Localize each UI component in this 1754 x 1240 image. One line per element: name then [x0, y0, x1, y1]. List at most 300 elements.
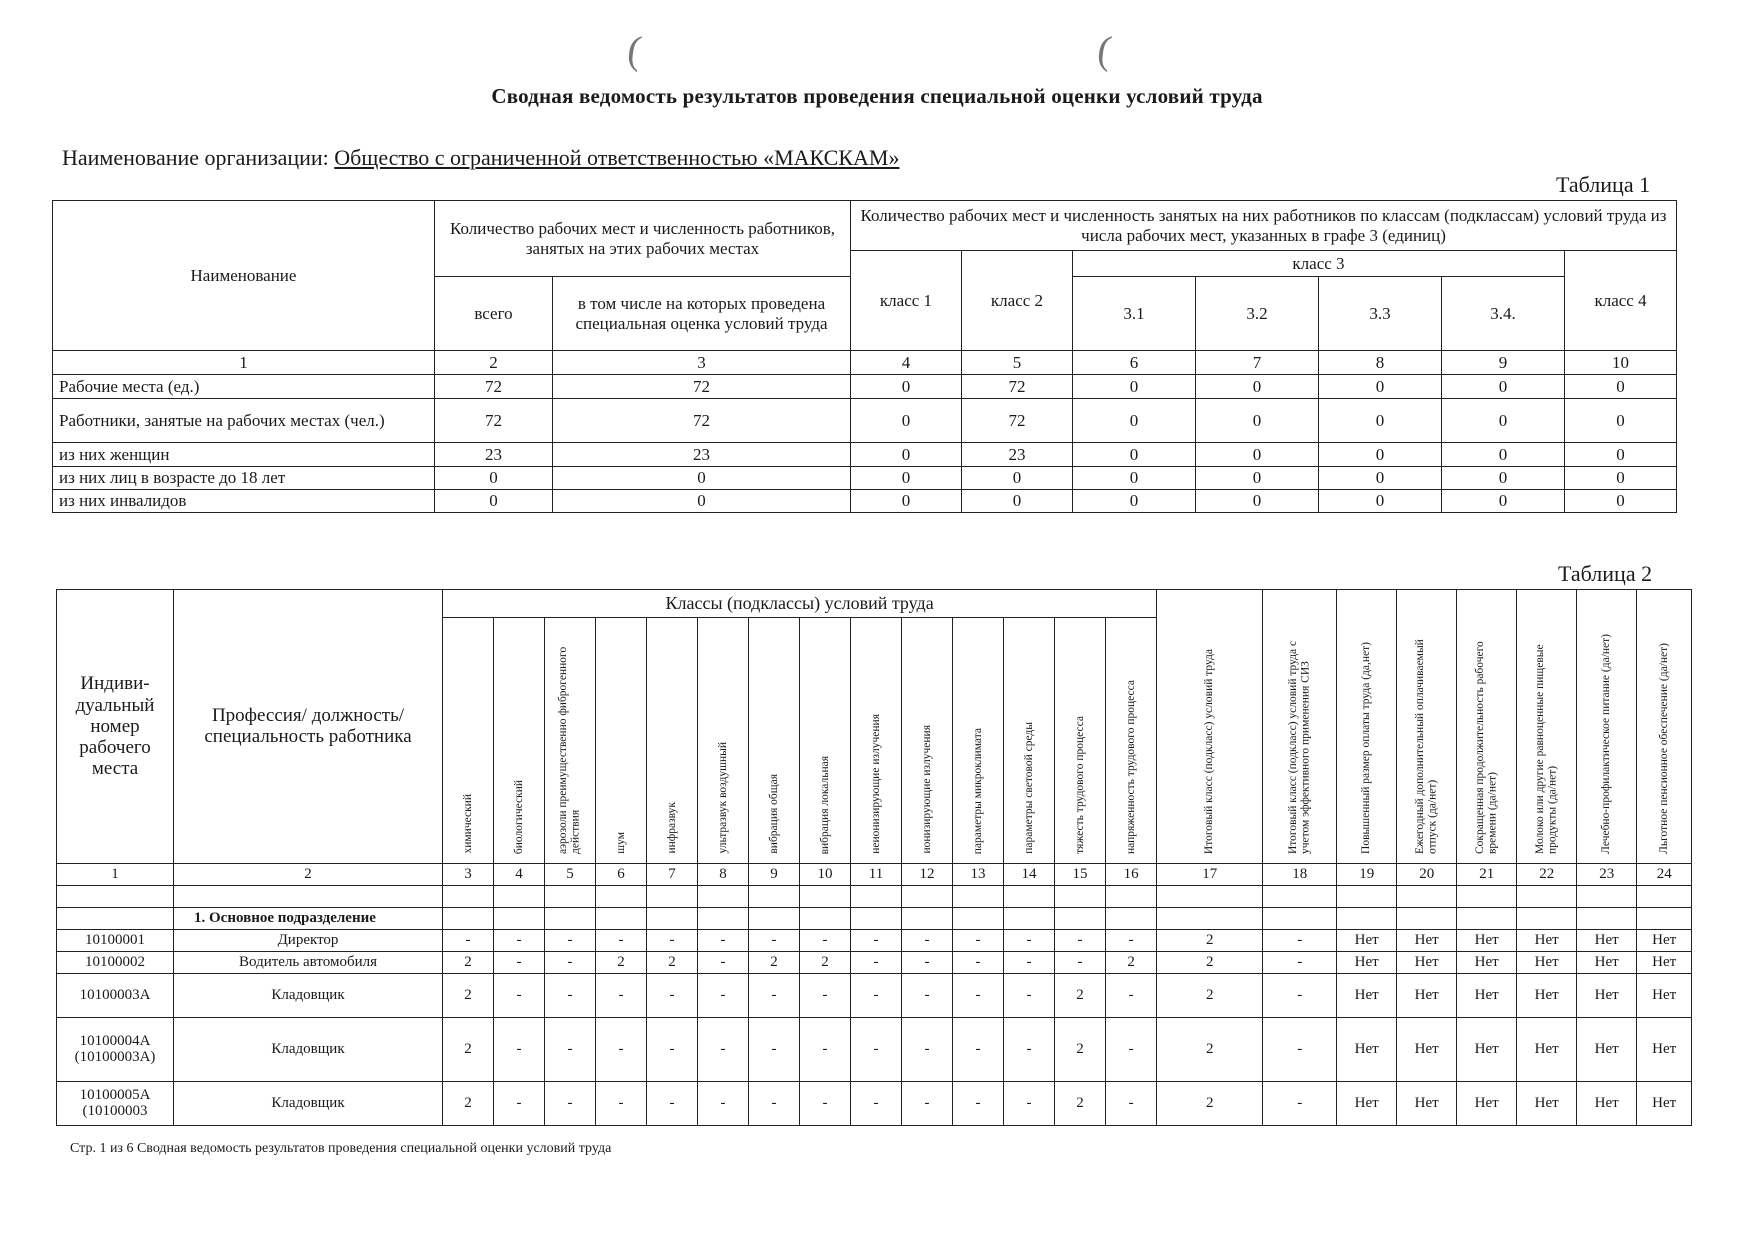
col-number: 1 [53, 351, 435, 375]
t2-cell: - [1004, 1017, 1055, 1081]
section-empty-cell [596, 907, 647, 929]
t1-cell: 0 [1073, 399, 1196, 443]
t1-row [53, 375, 1677, 399]
t2-header-factor: ионизирующие излучения [902, 618, 953, 864]
t2-header-factor: ультразвук воздушный [698, 618, 749, 864]
t1-cell: 0 [1196, 399, 1319, 443]
t2-cell: Нет [1637, 929, 1692, 951]
t2-cell: - [902, 1017, 953, 1081]
t2-cell: - [647, 929, 698, 951]
t1-header-class1: класс 1 [851, 251, 962, 351]
t1-header-3-1: 3.1 [1073, 277, 1196, 351]
t2-cell: - [1263, 951, 1337, 973]
section-empty-cell [1337, 907, 1397, 929]
section-empty-cell [443, 907, 494, 929]
t2-cell: - [545, 1081, 596, 1125]
t2-blank-row [57, 885, 1692, 907]
t2-cell: 2 [800, 951, 851, 973]
t1-cell: 0 [435, 490, 553, 513]
organization-line [62, 145, 899, 171]
section-empty-cell [1637, 907, 1692, 929]
blank-cell [1055, 885, 1106, 907]
t2-cell: - [800, 973, 851, 1017]
t2-cell: - [545, 929, 596, 951]
t2-cell: Нет [1517, 1081, 1577, 1125]
t2-header-factor: инфразвук [647, 618, 698, 864]
t2-cell: Нет [1337, 973, 1397, 1017]
t1-row [53, 399, 1677, 443]
t1-cell: 0 [851, 443, 962, 467]
t2-cell: 2 [1106, 951, 1157, 973]
t1-cell: 0 [1319, 490, 1442, 513]
t2-cell: 2 [647, 951, 698, 973]
t2-cell: Нет [1637, 973, 1692, 1017]
t1-body [53, 375, 1677, 513]
t2-cell: - [851, 1017, 902, 1081]
t2-cell: - [1055, 929, 1106, 951]
t2-header-guarantee: Лечебно-профилактическое питание (да/нет) [1577, 590, 1637, 864]
t2-cell: - [443, 929, 494, 951]
t2-cell: - [698, 951, 749, 973]
t2-cell: - [494, 1081, 545, 1125]
blank-cell [596, 885, 647, 907]
blank-cell [851, 885, 902, 907]
t2-cell: Нет [1457, 929, 1517, 951]
section-empty-cell [749, 907, 800, 929]
blank-cell [1457, 885, 1517, 907]
t2-column-numbers [57, 863, 1692, 885]
t2-cell: - [953, 1081, 1004, 1125]
t2-cell: 2 [1157, 973, 1263, 1017]
t1-cell: 0 [851, 399, 962, 443]
t1-cell: 0 [1565, 490, 1677, 513]
t2-header-factor: напряженность трудового процесса [1106, 618, 1157, 864]
t1-cell: 0 [553, 490, 851, 513]
table-row [57, 1017, 1692, 1081]
t1-cell: 0 [1442, 375, 1565, 399]
t2-cell: - [494, 951, 545, 973]
t2-cell: Нет [1397, 1081, 1457, 1125]
col-number: 11 [851, 863, 902, 885]
t1-cell: 0 [553, 467, 851, 490]
blank-cell [1106, 885, 1157, 907]
section-empty-cell [1517, 907, 1577, 929]
workplace-number: 10100004А (10100003А) [57, 1017, 174, 1081]
col-number: 14 [1004, 863, 1055, 885]
t1-cell: 0 [851, 467, 962, 490]
blank-cell [57, 885, 174, 907]
t1-header-group1: Количество рабочих мест и численность работников, занятых на этих рабочих местах [435, 201, 851, 277]
t1-cell: 0 [1196, 467, 1319, 490]
workplace-number: 10100001 [57, 929, 174, 951]
t2-cell: 2 [596, 951, 647, 973]
t2-cell: - [800, 929, 851, 951]
section-empty-cell [902, 907, 953, 929]
t2-cell: - [851, 1081, 902, 1125]
t2-cell: Нет [1397, 973, 1457, 1017]
col-number: 17 [1157, 863, 1263, 885]
section-empty-cell [494, 907, 545, 929]
t1-header-3-4: 3.4. [1442, 277, 1565, 351]
col-number: 9 [749, 863, 800, 885]
t2-cell: - [1106, 929, 1157, 951]
t2-cell: Нет [1397, 1017, 1457, 1081]
t2-cell: Нет [1337, 1081, 1397, 1125]
t2-cell: 2 [443, 973, 494, 1017]
t2-header-final-siz: Итоговый класс (подкласс) условий труда с учетом эффективного применения СИЗ [1263, 590, 1337, 864]
workplace-profession: Директор [174, 929, 443, 951]
col-number: 6 [596, 863, 647, 885]
t2-cell: - [494, 1017, 545, 1081]
t2-cell: - [698, 973, 749, 1017]
col-number: 20 [1397, 863, 1457, 885]
t2-cell: - [1055, 951, 1106, 973]
document-title: Сводная ведомость результатов проведения специальной оценки условий труда [491, 84, 1263, 108]
t2-cell: Нет [1457, 1017, 1517, 1081]
t1-header-name: Наименование [53, 201, 435, 351]
t2-header-factor: параметры микроклимата [953, 618, 1004, 864]
t2-header-factor: биологический [494, 618, 545, 864]
t1-cell: 0 [1196, 443, 1319, 467]
t1-cell: 0 [1073, 375, 1196, 399]
t2-cell: - [698, 1081, 749, 1125]
col-number: 22 [1517, 863, 1577, 885]
col-number: 8 [1319, 351, 1442, 375]
t2-cell: - [647, 1017, 698, 1081]
t2-cell: - [749, 929, 800, 951]
t2-cell: 2 [1157, 1017, 1263, 1081]
t1-cell: 0 [851, 490, 962, 513]
t2-cell: Нет [1577, 1081, 1637, 1125]
col-number: 9 [1442, 351, 1565, 375]
t2-cell: 2 [1157, 929, 1263, 951]
t2-header-guarantee: Льготное пенсионное обеспечение (да/нет) [1637, 590, 1692, 864]
blank-cell [494, 885, 545, 907]
col-number: 23 [1577, 863, 1637, 885]
section-title: 1. Основное подразделение [174, 907, 443, 929]
table1-label: Таблица 1 [1556, 172, 1651, 197]
t1-cell: 0 [1319, 443, 1442, 467]
t1-header-3-2: 3.2 [1196, 277, 1319, 351]
section-empty-cell [1457, 907, 1517, 929]
t1-row-name: из них лиц в возрасте до 18 лет [53, 467, 435, 490]
t1-cell: 23 [553, 443, 851, 467]
table-row [57, 929, 1692, 951]
col-number: 16 [1106, 863, 1157, 885]
t2-cell: - [953, 1017, 1004, 1081]
t1-cell: 0 [1565, 399, 1677, 443]
t1-header-class4: класс 4 [1565, 251, 1677, 351]
t2-cell: - [800, 1081, 851, 1125]
t1-cell: 72 [962, 399, 1073, 443]
t1-cell: 0 [1073, 443, 1196, 467]
t2-cell: - [1106, 973, 1157, 1017]
blank-cell [1337, 885, 1397, 907]
col-number: 3 [553, 351, 851, 375]
col-number: 8 [698, 863, 749, 885]
t2-body [57, 929, 1692, 1125]
blank-cell [800, 885, 851, 907]
t1-cell: 0 [962, 490, 1073, 513]
col-number: 19 [1337, 863, 1397, 885]
t1-cell: 0 [1565, 375, 1677, 399]
t1-cell: 23 [435, 443, 553, 467]
t2-cell: - [545, 951, 596, 973]
col-number: 1 [57, 863, 174, 885]
t2-cell: - [1004, 1081, 1055, 1125]
t1-cell: 0 [1073, 467, 1196, 490]
col-number: 4 [494, 863, 545, 885]
summary-table [52, 200, 1677, 513]
t2-header-classes: Классы (подклассы) условий труда [443, 590, 1157, 618]
t2-cell: - [545, 1017, 596, 1081]
t2-cell: - [596, 973, 647, 1017]
organization-name: Общество с ограниченной ответственностью «МАКСКАМ» [334, 145, 900, 170]
t2-cell: - [1106, 1081, 1157, 1125]
col-number: 10 [800, 863, 851, 885]
col-number: 7 [1196, 351, 1319, 375]
col-number: 6 [1073, 351, 1196, 375]
t2-cell: Нет [1517, 951, 1577, 973]
t2-header-final: Итоговый класс (подкласс) условий труда [1157, 590, 1263, 864]
t2-header-factor: вибрация локальная [800, 618, 851, 864]
t1-cell: 0 [1442, 467, 1565, 490]
t2-cell: - [1263, 973, 1337, 1017]
section-empty-cell [1577, 907, 1637, 929]
t2-cell: - [800, 1017, 851, 1081]
t2-cell: Нет [1637, 1017, 1692, 1081]
t2-header-factor: тяжесть трудового процесса [1055, 618, 1106, 864]
t1-header-group2: Количество рабочих мест и численность занятых на них работников по классам (подклассам) условий труда из числа рабочих мест, указанных в графе 3 (единиц) [851, 201, 1677, 251]
t2-cell: Нет [1577, 973, 1637, 1017]
t1-cell: 72 [553, 399, 851, 443]
t1-cell: 72 [435, 375, 553, 399]
section-empty-cell [545, 907, 596, 929]
t2-cell: - [749, 1017, 800, 1081]
t2-cell: Нет [1517, 973, 1577, 1017]
col-number: 5 [962, 351, 1073, 375]
blank-cell [1004, 885, 1055, 907]
t2-cell: 2 [1055, 973, 1106, 1017]
blank-cell [749, 885, 800, 907]
t2-cell: - [596, 929, 647, 951]
t2-cell: - [851, 973, 902, 1017]
col-number: 13 [953, 863, 1004, 885]
t2-section-row [57, 907, 1692, 929]
t1-row-name: из них инвалидов [53, 490, 435, 513]
col-number: 18 [1263, 863, 1337, 885]
t1-header-3-3: 3.3 [1319, 277, 1442, 351]
section-empty-cell [1263, 907, 1337, 929]
workplace-number: 10100005А (10100003 [57, 1081, 174, 1125]
blank-cell [953, 885, 1004, 907]
blank-cell [647, 885, 698, 907]
t2-cell: - [902, 951, 953, 973]
section-empty-cell [1397, 907, 1457, 929]
section-empty-cell [1055, 907, 1106, 929]
t2-cell: - [953, 973, 1004, 1017]
t1-header-class3: класс 3 [1073, 251, 1565, 277]
t2-cell: - [596, 1017, 647, 1081]
t1-cell: 0 [1565, 443, 1677, 467]
t2-cell: - [1263, 929, 1337, 951]
t2-cell: - [1004, 929, 1055, 951]
t2-cell: - [953, 929, 1004, 951]
workplaces-table [56, 589, 1692, 1126]
t2-cell: - [1004, 951, 1055, 973]
workplace-profession: Кладовщик [174, 1017, 443, 1081]
t1-row-name: Работники, занятые на рабочих местах (чел.) [53, 399, 435, 443]
col-number: 3 [443, 863, 494, 885]
t1-cell: 0 [435, 467, 553, 490]
workplace-profession: Кладовщик [174, 973, 443, 1017]
t2-cell: - [1263, 1081, 1337, 1125]
workplace-profession: Кладовщик [174, 1081, 443, 1125]
t2-cell: - [494, 973, 545, 1017]
col-number: 5 [545, 863, 596, 885]
section-empty-cell [1157, 907, 1263, 929]
t1-cell: 0 [1073, 490, 1196, 513]
t2-cell: - [953, 951, 1004, 973]
t2-cell: 2 [749, 951, 800, 973]
t2-cell: Нет [1337, 951, 1397, 973]
t2-cell: Нет [1577, 929, 1637, 951]
col-number: 2 [174, 863, 443, 885]
t2-cell: Нет [1637, 1081, 1692, 1125]
t1-cell: 0 [1442, 490, 1565, 513]
t2-header-factor: химический [443, 618, 494, 864]
t2-cell: Нет [1517, 1017, 1577, 1081]
t1-column-numbers [53, 351, 1677, 375]
scan-mark-left: ( [624, 26, 645, 73]
col-number: 15 [1055, 863, 1106, 885]
t2-cell: - [851, 951, 902, 973]
t2-cell: 2 [1055, 1017, 1106, 1081]
t2-cell: Нет [1457, 973, 1517, 1017]
t1-cell: 0 [1196, 490, 1319, 513]
t1-cell: 72 [962, 375, 1073, 399]
t2-cell: - [647, 973, 698, 1017]
t2-cell: 2 [443, 1017, 494, 1081]
col-number: 12 [902, 863, 953, 885]
t1-cell: 0 [1442, 443, 1565, 467]
t2-cell: - [851, 929, 902, 951]
t1-row-name: Рабочие места (ед.) [53, 375, 435, 399]
col-number: 24 [1637, 863, 1692, 885]
table-row [57, 973, 1692, 1017]
t2-cell: Нет [1337, 1017, 1397, 1081]
t2-cell: Нет [1457, 1081, 1517, 1125]
t2-header-factor: шум [596, 618, 647, 864]
t1-cell: 0 [1319, 467, 1442, 490]
table-row [57, 1081, 1692, 1125]
t2-cell: Нет [1397, 929, 1457, 951]
t2-header-factor: аэрозоли преимущественно фиброгенного действия [545, 618, 596, 864]
t2-cell: - [749, 973, 800, 1017]
t2-cell: 2 [443, 1081, 494, 1125]
blank-cell [1637, 885, 1692, 907]
t1-cell: 23 [962, 443, 1073, 467]
blank-cell [443, 885, 494, 907]
t2-header-profession: Профессия/ должность/ специальность работника [174, 590, 443, 864]
t2-cell: 2 [1157, 1081, 1263, 1125]
t2-header-factor: неионизирующие излучения [851, 618, 902, 864]
t2-cell: - [1263, 1017, 1337, 1081]
section-empty-cell [1106, 907, 1157, 929]
t2-cell: 2 [443, 951, 494, 973]
t2-cell: - [596, 1081, 647, 1125]
col-number: 21 [1457, 863, 1517, 885]
t2-header-number: Индиви-дуальный номер рабочего места [57, 590, 174, 864]
table2-label: Таблица 2 [1558, 561, 1653, 586]
t2-cell: Нет [1397, 951, 1457, 973]
organization-label: Наименование организации: [62, 145, 329, 170]
t1-header-assessed: в том числе на которых проведена специальная оценка условий труда [553, 277, 851, 351]
t1-row [53, 467, 1677, 490]
t1-cell: 72 [553, 375, 851, 399]
t2-cell: - [1106, 1017, 1157, 1081]
blank-cell [1517, 885, 1577, 907]
t1-cell: 0 [1442, 399, 1565, 443]
t2-cell: - [494, 929, 545, 951]
blank-cell [1397, 885, 1457, 907]
t2-cell: - [902, 973, 953, 1017]
blank-cell [902, 885, 953, 907]
blank-cell [545, 885, 596, 907]
section-empty-cell [1004, 907, 1055, 929]
col-number: 7 [647, 863, 698, 885]
t2-cell: Нет [1457, 951, 1517, 973]
t1-cell: 0 [1319, 375, 1442, 399]
col-number: 2 [435, 351, 553, 375]
t2-cell: - [647, 1081, 698, 1125]
t2-cell: Нет [1637, 951, 1692, 973]
t2-cell: - [902, 1081, 953, 1125]
blank-cell [174, 885, 443, 907]
section-empty-cell [698, 907, 749, 929]
t2-cell: Нет [1517, 929, 1577, 951]
blank-cell [1263, 885, 1337, 907]
scan-mark-right: ( [1094, 26, 1115, 73]
t2-cell: 2 [1055, 1081, 1106, 1125]
section-empty-cell [647, 907, 698, 929]
workplace-profession: Водитель автомобиля [174, 951, 443, 973]
t1-cell: 72 [435, 399, 553, 443]
t2-cell: - [698, 1017, 749, 1081]
workplace-number: 10100002 [57, 951, 174, 973]
t2-header-factor: вибрация общая [749, 618, 800, 864]
t2-cell: - [545, 973, 596, 1017]
section-empty-cell [57, 907, 174, 929]
t2-cell: - [1004, 973, 1055, 1017]
t2-cell: Нет [1337, 929, 1397, 951]
col-number: 10 [1565, 351, 1677, 375]
table-row [57, 951, 1692, 973]
t1-cell: 0 [1565, 467, 1677, 490]
t1-row [53, 443, 1677, 467]
t2-cell: - [698, 929, 749, 951]
t2-cell: 2 [1157, 951, 1263, 973]
t1-row-name: из них женщин [53, 443, 435, 467]
t1-cell: 0 [962, 467, 1073, 490]
section-empty-cell [851, 907, 902, 929]
section-empty-cell [800, 907, 851, 929]
t1-row [53, 490, 1677, 513]
section-empty-cell [953, 907, 1004, 929]
blank-cell [698, 885, 749, 907]
t2-header-guarantee: Ежегодный дополнительный оплачиваемый отпуск (да/нет) [1397, 590, 1457, 864]
t2-cell: - [749, 1081, 800, 1125]
